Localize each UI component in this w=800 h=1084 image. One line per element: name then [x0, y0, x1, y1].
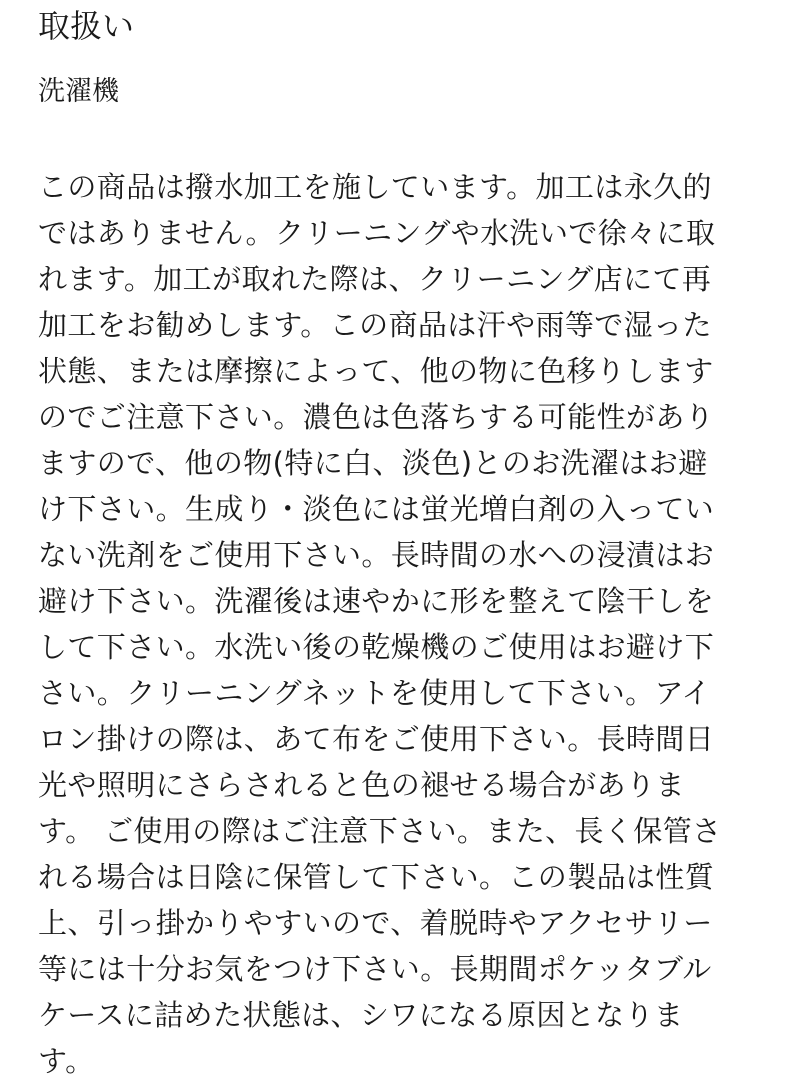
text-line: ケースに詰めた状態は、シワになる原因となりま: [38, 998, 684, 1032]
text-line: ない洗剤をご使用下さい。長時間の水への浸漬はお: [38, 538, 715, 572]
text-line: す。 ご使用の際はご注意下さい。また、長く保管さ: [38, 814, 722, 848]
text-line: のでご注意下さい。濃色は色落ちする可能性があり: [38, 400, 715, 434]
text-line: 上、引っ掛かりやすいので、着脱時やアクセサリー: [38, 906, 713, 940]
page-title: 取扱い: [38, 7, 135, 45]
text-line: け下さい。生成り・淡色には蛍光増白剤の入ってい: [38, 492, 715, 526]
text-line: 状態、または摩擦によって、他の物に色移りします: [38, 354, 714, 388]
text-line: この商品は撥水加工を施しています。加工は永久的: [38, 170, 712, 204]
text-line: 光や照明にさらされると色の褪せる場合がありま: [38, 768, 685, 802]
care-instructions-text: [38, 164, 778, 1084]
care-category-label: 洗濯機: [38, 76, 119, 107]
text-line: れます。加工が取れた際は、クリーニング店にて再: [38, 262, 712, 296]
text-line: ロン掛けの際は、あて布をご使用下さい。長時間日: [38, 722, 715, 756]
text-line: 避け下さい。洗濯後は速やかに形を整えて陰干しを: [38, 584, 715, 618]
text-line: さい。クリーニングネットを使用して下さい。アイ: [38, 676, 711, 710]
text-line: 加工をお勧めします。この商品は汗や雨等で湿った: [38, 308, 712, 342]
text-line: 等には十分お気をつけ下さい。長期間ポケッタブル: [38, 952, 712, 986]
text-line: ではありません。クリーニングや水洗いで徐々に取: [38, 216, 716, 250]
text-line: す。: [38, 1044, 95, 1078]
text-line: して下さい。水洗い後の乾燥機のご使用はお避け下: [38, 630, 715, 664]
text-line: ますので、他の物(特に白、淡色)とのお洗濯はお避: [38, 446, 708, 480]
text-line: れる場合は日陰に保管して下さい。この製品は性質: [38, 860, 715, 894]
